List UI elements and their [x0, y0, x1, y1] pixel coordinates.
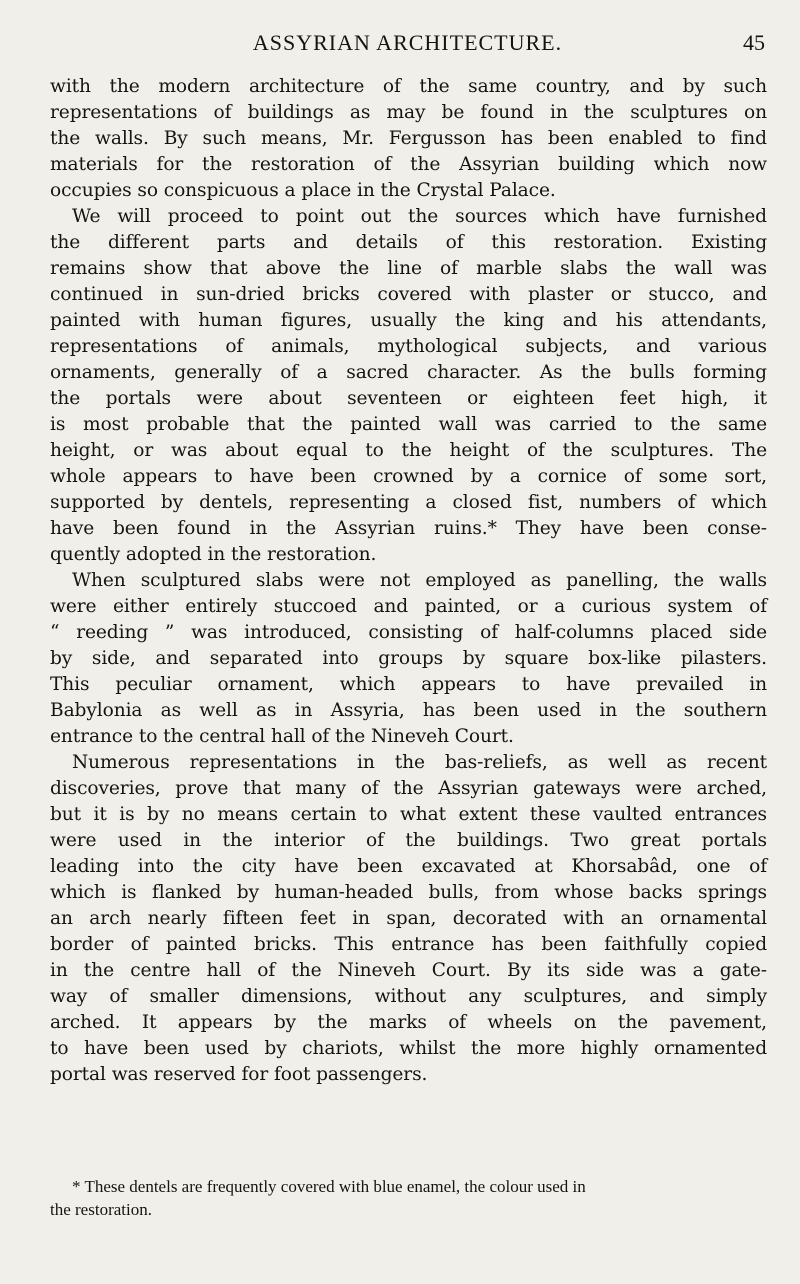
text-line: entrance to the central hall of the Nineveh Court. — [50, 726, 514, 747]
text-line: in the centre hall of the Nineveh Court. By its side was a gate- — [50, 960, 767, 981]
text-line: quently adopted in the restoration. — [50, 544, 377, 565]
text-line: When sculptured slabs were not employed as panelling, the walls — [72, 570, 767, 591]
page-number: 45 — [743, 30, 765, 55]
text-line: “ reeding ” was introduced, consisting of half-columns placed side — [50, 622, 767, 643]
text-line: remains show that above the line of marble slabs the wall was — [50, 258, 767, 279]
footnote-line: * These dentels are frequently covered with blue enamel, the colour used in — [72, 1177, 586, 1196]
page-header — [50, 30, 765, 60]
text-line: were either entirely stuccoed and painted, or a curious system of — [50, 596, 767, 617]
text-line: Babylonia as well as in Assyria, has been used in the southern — [50, 700, 767, 721]
text-line: which is flanked by human-headed bulls, from whose backs springs — [50, 882, 767, 903]
text-line: materials for the restoration of the Assyrian building which now — [50, 154, 767, 175]
text-line: discoveries, prove that many of the Assyrian gateways were arched, — [50, 778, 767, 799]
text-line: the different parts and details of this restoration. Existing — [50, 232, 767, 253]
text-line: the portals were about seventeen or eighteen feet high, it — [50, 388, 767, 409]
text-line: representations of animals, mythological subjects, and various — [50, 336, 767, 357]
text-line: ornaments, generally of a sacred character. As the bulls forming — [50, 362, 767, 383]
footnote-line: the restoration. — [50, 1200, 152, 1219]
text-line: an arch nearly fifteen feet in span, decorated with an ornamental — [50, 908, 767, 929]
text-line: the walls. By such means, Mr. Fergusson has been enabled to find — [50, 128, 767, 149]
text-line: leading into the city have been excavated at Khorsabâd, one of — [50, 856, 767, 877]
running-head: ASSYRIAN ARCHITECTURE. — [252, 30, 563, 55]
text-line: We will proceed to point out the sources which have furnished — [72, 206, 767, 227]
text-line: to have been used by chariots, whilst the more highly ornamented — [50, 1038, 767, 1059]
text-line: border of painted bricks. This entrance has been faithfully copied — [50, 934, 767, 955]
text-line: were used in the interior of the buildings. Two great portals — [50, 830, 767, 851]
text-line: This peculiar ornament, which appears to have prevailed in — [50, 674, 767, 695]
text-line: supported by dentels, representing a closed fist, numbers of which — [50, 492, 767, 513]
text-line: arched. It appears by the marks of wheels on the pavement, — [50, 1012, 767, 1033]
text-line: painted with human figures, usually the king and his attendants, — [50, 310, 767, 331]
text-line: by side, and separated into groups by square box-like pilasters. — [50, 648, 767, 669]
footnote — [50, 1175, 767, 1221]
text-line: is most probable that the painted wall was carried to the same — [50, 414, 767, 435]
text-line: representations of buildings as may be found in the sculptures on — [50, 102, 767, 123]
text-line: with the modern architecture of the same country, and by such — [50, 76, 767, 97]
text-line: height, or was about equal to the height of the sculptures. The — [50, 440, 767, 461]
text-line: Numerous representations in the bas-reliefs, as well as recent — [72, 752, 767, 773]
text-line: but it is by no means certain to what extent these vaulted entrances — [50, 804, 767, 825]
text-line: occupies so conspicuous a place in the Crystal Palace. — [50, 180, 556, 201]
body-text — [50, 74, 767, 1088]
text-line: have been found in the Assyrian ruins.* They have been conse- — [50, 518, 767, 539]
text-line: continued in sun-dried bricks covered with plaster or stucco, and — [50, 284, 767, 305]
text-line: way of smaller dimensions, without any sculptures, and simply — [50, 986, 767, 1007]
text-line: whole appears to have been crowned by a cornice of some sort, — [50, 466, 767, 487]
text-line: portal was reserved for foot passengers. — [50, 1064, 428, 1085]
